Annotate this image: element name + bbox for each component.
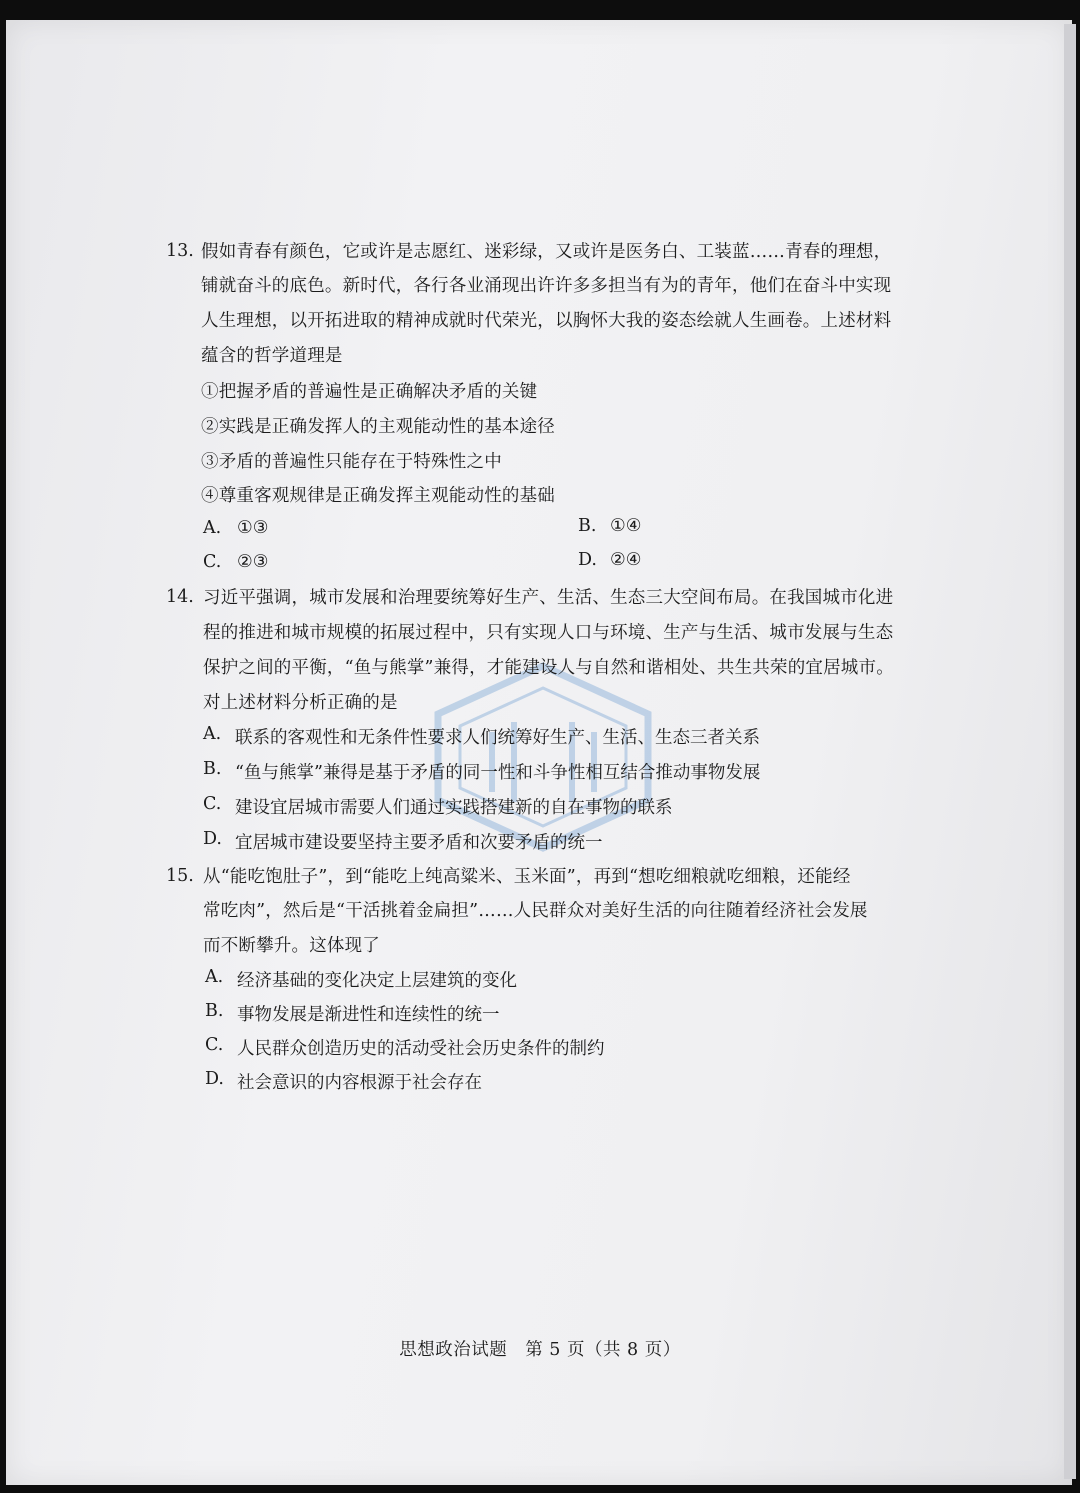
page-footer: 思想政治试题 第 5 页（共 8 页）	[399, 1340, 681, 1360]
question-stem-line: 习近平强调，城市发展和治理要统筹好生产、生活、生态三大空间布局。在我国城市化进	[203, 588, 894, 608]
question-stem-line: 对上述材料分析正确的是	[203, 693, 398, 713]
question-stem-line: 铺就奋斗的底色。新时代，各行各业涌现出许许多多担当有为的青年，他们在奋斗中实现	[201, 276, 892, 296]
option-d-text: ②④	[610, 550, 642, 570]
option-d-text: 宜居城市建设要坚持主要矛盾和次要矛盾的统一	[235, 833, 603, 853]
option-a-text: ①③	[237, 518, 269, 538]
option-c-text: 人民群众创造历史的活动受社会历史条件的制约	[237, 1039, 605, 1059]
statement-2: ②实践是正确发挥人的主观能动性的基本途径	[201, 417, 555, 437]
option-d-letter: D.	[205, 1069, 224, 1089]
option-c-letter: C.	[203, 552, 222, 572]
option-b-text: ①④	[610, 516, 642, 536]
option-a-text: 联系的客观性和无条件性要求人们统筹好生产、生活、生态三者关系	[235, 728, 760, 748]
question-stem-line: 人生理想，以开拓进取的精神成就时代荣光，以胸怀大我的姿态绘就人生画卷。上述材料	[201, 311, 892, 331]
option-b-text: 事物发展是渐进性和连续性的统一	[237, 1005, 500, 1025]
option-d-text: 社会意识的内容根源于社会存在	[237, 1073, 482, 1093]
question-stem-line: 常吃肉”，然后是“干活挑着金扁担”……人民群众对美好生活的向往随着经济社会发展	[203, 901, 868, 921]
question-stem-line: 假如青春有颜色，它或许是志愿红、迷彩绿，又或许是医务白、工装蓝……青春的理想，	[201, 242, 892, 262]
question-number: 13.	[166, 241, 194, 261]
option-a-letter: A.	[203, 518, 222, 538]
question-stem-line: 程的推进和城市规模的拓展过程中，只有实现人口与环境、生产与生活、城市发展与生态	[203, 623, 894, 643]
question-number: 14.	[166, 587, 194, 607]
question-stem-line: 从“能吃饱肚子”，到“能吃上纯高粱米、玉米面”，再到“想吃细粮就吃细粮，还能经	[203, 867, 851, 887]
option-c-letter: C.	[205, 1035, 224, 1055]
statement-4: ④尊重客观规律是正确发挥主观能动性的基础	[201, 486, 555, 506]
question-stem-line: 而不断攀升。这体现了	[203, 936, 380, 956]
question-stem-line: 蕴含的哲学道理是	[201, 346, 343, 366]
option-d-letter: D.	[578, 550, 597, 570]
option-b-letter: B.	[578, 516, 597, 536]
option-b-letter: B.	[203, 759, 222, 779]
question-number: 15.	[166, 866, 194, 886]
option-c-text: 建设宜居城市需要人们通过实践搭建新的自在事物的联系	[235, 798, 673, 818]
statement-1: ①把握矛盾的普遍性是正确解决矛盾的关键	[201, 382, 538, 402]
option-d-letter: D.	[203, 829, 222, 849]
option-c-text: ②③	[237, 552, 269, 572]
option-b-letter: B.	[205, 1001, 224, 1021]
option-c-letter: C.	[203, 794, 222, 814]
option-a-letter: A.	[205, 967, 224, 987]
option-a-text: 经济基础的变化决定上层建筑的变化	[237, 971, 517, 991]
option-b-text: “鱼与熊掌”兼得是基于矛盾的同一性和斗争性相互结合推动事物发展	[235, 763, 761, 783]
page-edge	[1064, 24, 1076, 1479]
watermark-logo	[432, 662, 654, 852]
option-a-letter: A.	[203, 724, 222, 744]
statement-3: ③矛盾的普遍性只能存在于特殊性之中	[201, 452, 502, 472]
question-stem-line: 保护之间的平衡，“鱼与熊掌”兼得，才能建设人与自然和谐相处、共生共荣的宜居城市。	[203, 658, 894, 678]
